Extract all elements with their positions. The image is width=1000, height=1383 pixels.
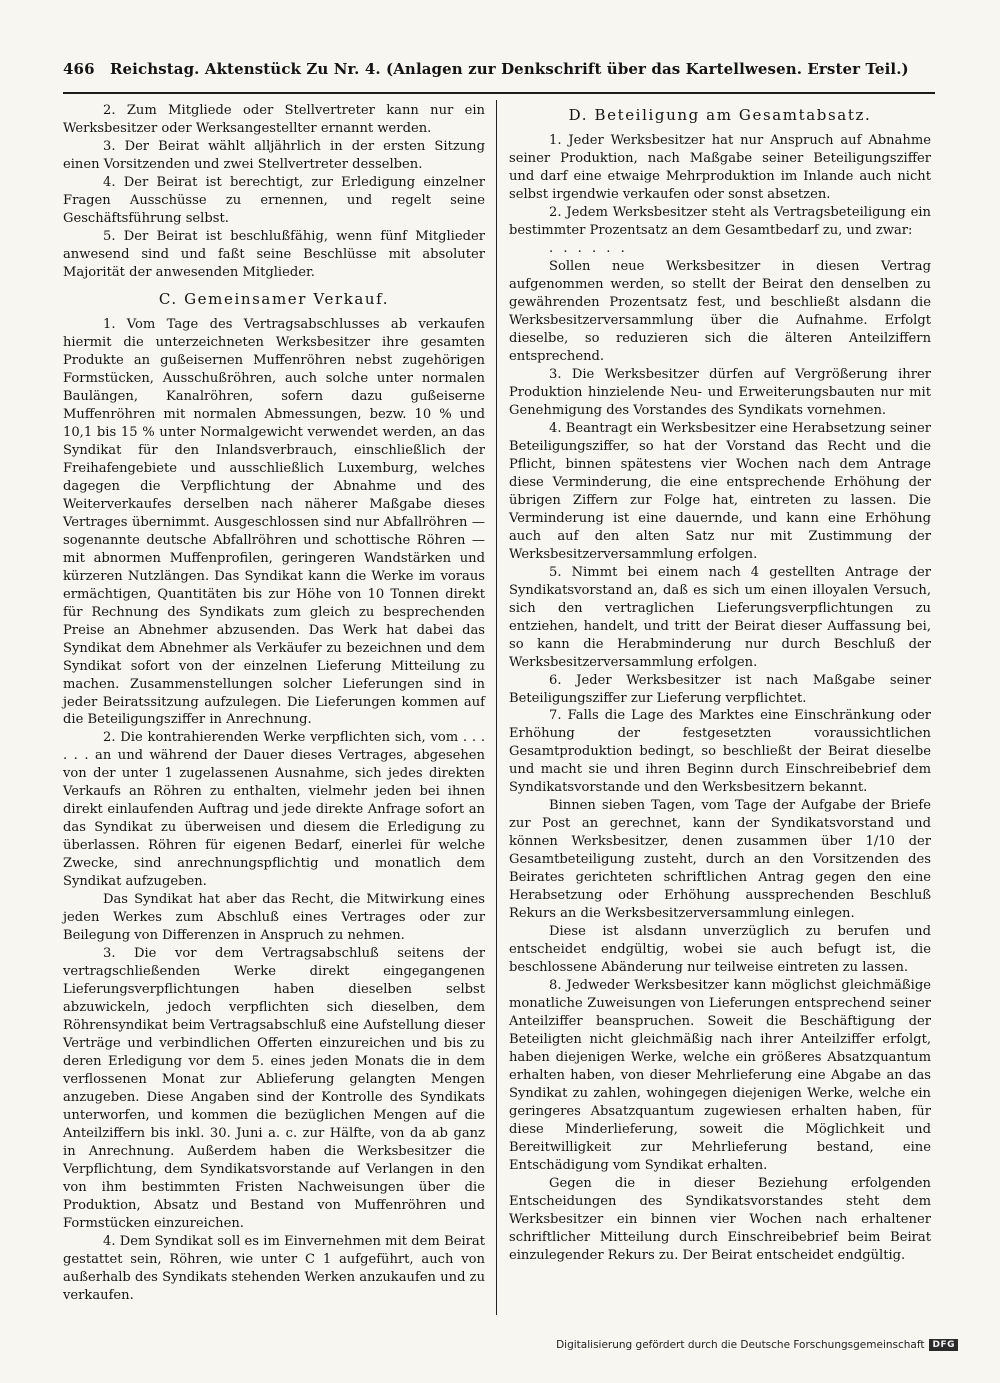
paragraph: 2. Jedem Werksbesitzer steht als Vertragsbeteiligung ein bestimmter Prozentsatz an dem Gesamtbedarf zu, und zwar: [509, 204, 931, 238]
dfg-logo-icon: DFG [929, 1339, 958, 1351]
paragraph: 5. Der Beirat ist beschlußfähig, wenn fünf Mitglieder anwesend sind und faßt seine Beschlüsse mit absoluter Majorität der anwesenden Mitglieder. [63, 228, 485, 280]
paragraph: 4. Dem Syndikat soll es im Einvernehmen mit dem Beirat gestattet sein, Röhren, wie unter C 1 aufgeführt, auch von außerhalb des Syndikats stehenden Werken anzukaufen und zu verkaufen. [63, 1234, 485, 1303]
paragraph: 1. Vom Tage des Vertragsabschlusses ab verkaufen hiermit die unterzeichneten Werksbesitzer ihre gesamten Produkte an gußeisernen Muffenröhren nebst zugehörigen Formstücken, Ausschußröhren, auch solche unter normalen Baulängen, Kanalröhren, sofern dazu gußeiserne Muffenröhren mit normalen Abmessungen, bezw. 10 % und 10,1 bis 15 % unter Normalgewicht verwendet werden, an das Syndikat für den Inlandsverbrauch, einschließlich der Freihafengebiete und ausschließlich Luxemburg, welches dagegen die Verpflichtung der Abnahme und des Weiterverkaufes derselben nach näherer Maßgabe dieses Vertrages übernimmt. Ausgeschlossen sind nur Abfallröhren — sogenannte deutsche Abfallröhren und schottische Röhren — mit abnormen Muffenprofilen, geringeren Wandstärken und kürzeren Nutzlängen. Das Syndikat kann die Werke im voraus ermächtigen, Quantitäten bis zur Höhe von 10 Tonnen direkt für Rechnung des Syndikats zum gleich zu besprechenden Preise an Abnehmer abzusenden. Das Werk hat dabei das Syndikat dem Abnehmer als Verkäufer zu bezeichnen und dem Syndikat sofort von der einzelnen Lieferung Mitteilung zu machen. Zusammenstellungen solcher Lieferungen sind in jeder Beiratssitzung aufzulegen. Die Lieferungen kommen auf die Beteiligungsziffer in Anrechnung. [63, 316, 485, 728]
running-title: Reichstag. Aktenstück Zu Nr. 4. (Anlagen zur Denkschrift über das Kartellwesen. Erster Teil.) [109, 60, 909, 78]
paragraph: 5. Nimmt bei einem nach 4 gestellten Antrage der Syndikatsvorstand an, daß es sich um einen illoyalen Versuch, sich den vertraglichen Lieferungsverpflichtungen zu entziehen, handelt, und tritt der Beirat dieser Auffassung bei, so kann die Herabminderung nur durch Beschluß der Werksbesitzerversammlung erfolgen. [509, 564, 931, 670]
right-column [509, 102, 931, 1265]
section-d-body [509, 132, 931, 1265]
paragraph: 2. Zum Mitgliede oder Stellvertreter kann nur ein Werksbesitzer oder Werksangestellter ernannt werden. [63, 103, 485, 136]
header-rule [63, 92, 935, 94]
section-heading-d: D. Beteiligung am Gesamtabsatz. [568, 106, 872, 124]
section-heading-c: C. Gemeinsamer Verkauf. [158, 289, 390, 308]
column-divider [496, 100, 497, 1315]
paragraph: 1. Jeder Werksbesitzer hat nur Anspruch auf Abnahme seiner Produktion, nach Maßgabe seiner Beteiligungsziffer und darf eine etwaige Mehrproduktion im Inlande auch nicht selbst irgendwie verkaufen oder sonst absetzen. [509, 132, 931, 202]
omission-dots: . . . . . . [549, 240, 628, 256]
page-number: 466 [63, 60, 95, 78]
paragraph: 3. Die vor dem Vertragsabschluß seitens der vertragschließenden Werke direkt eingegangenen Lieferungsverpflichtungen haben dieselben selbst abzuwickeln, jedoch verpflichten sich dieselben, dem Röhrensyndikat beim Vertragsabschluß eine Aufstellung dieser Verträge und verbindlichen Offerten einzureichen und bis zu deren Erledigung vor dem 5. eines jeden Monats die in dem verflossenen Monat zur Ablieferung gelangten Mengen anzugeben. Diese Angaben sind der Kontrolle des Syndikats unterworfen, und kommen die bezüglichen Mengen auf die Anteilziffern bis inkl. 30. Juni a. c. zur Hälfte, von da ab ganz in Anrechnung. Außerdem haben die Werksbesitzer die Verpflichtung, dem Syndikatsvorstande auf Verlangen in den von ihm bestimmten Fristen Nachweisungen über die Produktion, Absatz und Bestand von Muffenröhren und Formstücken einzureichen. [63, 946, 485, 1232]
paragraph: 6. Jeder Werksbesitzer ist nach Maßgabe seiner Beteiligungsziffer zur Lieferung verpflichtet. [509, 672, 931, 706]
section-c-body [63, 316, 485, 1305]
paragraph: Das Syndikat hat aber das Recht, die Mitwirkung eines jeden Werkes zum Abschluß eines Vertrages oder zur Beilegung von Differenzen in Anspruch zu nehmen. [63, 892, 485, 944]
left-column [63, 102, 485, 1305]
running-header [63, 60, 933, 78]
paragraph: 8. Jedweder Werksbesitzer kann möglichst gleichmäßige monatliche Zuweisungen von Lieferungen entsprechend seiner Anteilziffer beanspruchen. Soweit die Beschäftigung der Beteiligten nicht gleichmäßig nach ihrer Anteilziffer erfolgt, haben diejenigen Werke, welche ein größeres Absatzquantum erhalten haben, von dieser Mehrlieferung eine Abgabe an das Syndikat zu zahlen, wohingegen diejenigen Werke, welche ein geringeres Absatzquantum zugewiesen erhalten haben, für diese Minderlieferung, soweit die Möglichkeit und Bereitwilligkeit zur Mehrlieferung bestand, eine Entschädigung vom Syndikat erhalten. [509, 978, 931, 1174]
paragraph: Sollen neue Werksbesitzer in diesen Vertrag aufgenommen werden, so stellt der Beirat den denselben zu gewährenden Prozentsatz fest, und beschließt alsdann die Werksbesitzerversammlung über die Aufnahme. Erfolgt dieselbe, so reduzieren sich die älteren Anteilziffern entsprechend. [509, 258, 931, 364]
beirat-clauses [63, 102, 485, 282]
paragraph: Diese ist alsdann unverzüglich zu berufen und entscheidet endgültig, wobei sie auch befugt ist, die beschlossene Abänderung nur teilweise eintreten zu lassen. [509, 924, 931, 976]
credit-text: Digitalisierung gefördert durch die Deutsche Forschungsgemeinschaft [556, 1339, 925, 1351]
paragraph: 3. Der Beirat wählt alljährlich in der ersten Sitzung einen Vorsitzenden und zwei Stellvertreter desselben. [63, 138, 485, 172]
paragraph: 4. Der Beirat ist berechtigt, zur Erledigung einzelner Fragen Ausschüsse zu ernennen, und regelt seine Geschäftsführung selbst. [63, 174, 485, 226]
paragraph: Binnen sieben Tagen, vom Tage der Aufgabe der Briefe zur Post an gerechnet, kann der Syndikatsvorstand und können Werksbesitzer, denen zusammen über 1/10 der Gesamtbeteiligung zusteht, durch an den Vorsitzenden des Beirates gerichteten schriftlichen Antrag gegen den eine Herabsetzung oder Erhöhung aussprechenden Beschluß Rekurs an die Werksbesitzerversammlung einlegen. [509, 798, 931, 922]
paragraph: 4. Beantragt ein Werksbesitzer eine Herabsetzung seiner Beteiligungsziffer, so hat der Vorstand das Recht und die Pflicht, binnen spätestens vier Wochen nach dem Antrage diese Verminderung, die eine entsprechende Erhöhung der übrigen Ziffern zur Folge hat, eintreten zu lassen. Die Verminderung ist eine dauernde, und kann eine Erhöhung auch auf den alten Satz nur mit Zustimmung der Werksbesitzerversammlung erfolgen. [509, 420, 931, 562]
paragraph: Gegen die in dieser Beziehung erfolgenden Entscheidungen des Syndikatsvorstandes steht dem Werksbesitzer ein binnen vier Wochen nach erhaltener schriftlicher Mitteilung durch Einschreibebrief beim Beirat einzulegender Rekurs zu. Der Beirat entscheidet endgültig. [509, 1176, 931, 1264]
paragraph: 3. Die Werksbesitzer dürfen auf Vergrößerung ihrer Produktion hinzielende Neu- und Erweiterungsbauten nur mit Genehmigung des Vorstandes des Syndikats vornehmen. [509, 366, 931, 418]
paragraph: 2. Die kontrahierenden Werke verpflichten sich, vom . . . . . . an und während der Dauer dieses Vertrages, abgesehen von der unter 1 zugelassenen Ausnahme, sich jedes direkten Verkaufs an Röhren zu enthalten, vielmehr jeden bei ihnen direkt einlaufenden Auftrag und jede direkte Anfrage sofort an das Syndikat zu überweisen und diesem die Erledigung zu überlassen. Röhren für eigenen Bedarf, einerlei für welche Zwecke, sind anrechnungspflichtig und monatlich dem Syndikat aufzugeben. [63, 730, 485, 890]
digitization-credit [556, 1339, 958, 1351]
paragraph: 7. Falls die Lage des Marktes eine Einschränkung oder Erhöhung der festgesetzten voraussichtlichen Gesamtproduktion bedingt, so beschließt der Beirat dieselbe und macht sie und ihren Beginn durch Einschreibebrief dem Syndikatsvorstande und den Werksbesitzern bekannt. [509, 708, 931, 796]
